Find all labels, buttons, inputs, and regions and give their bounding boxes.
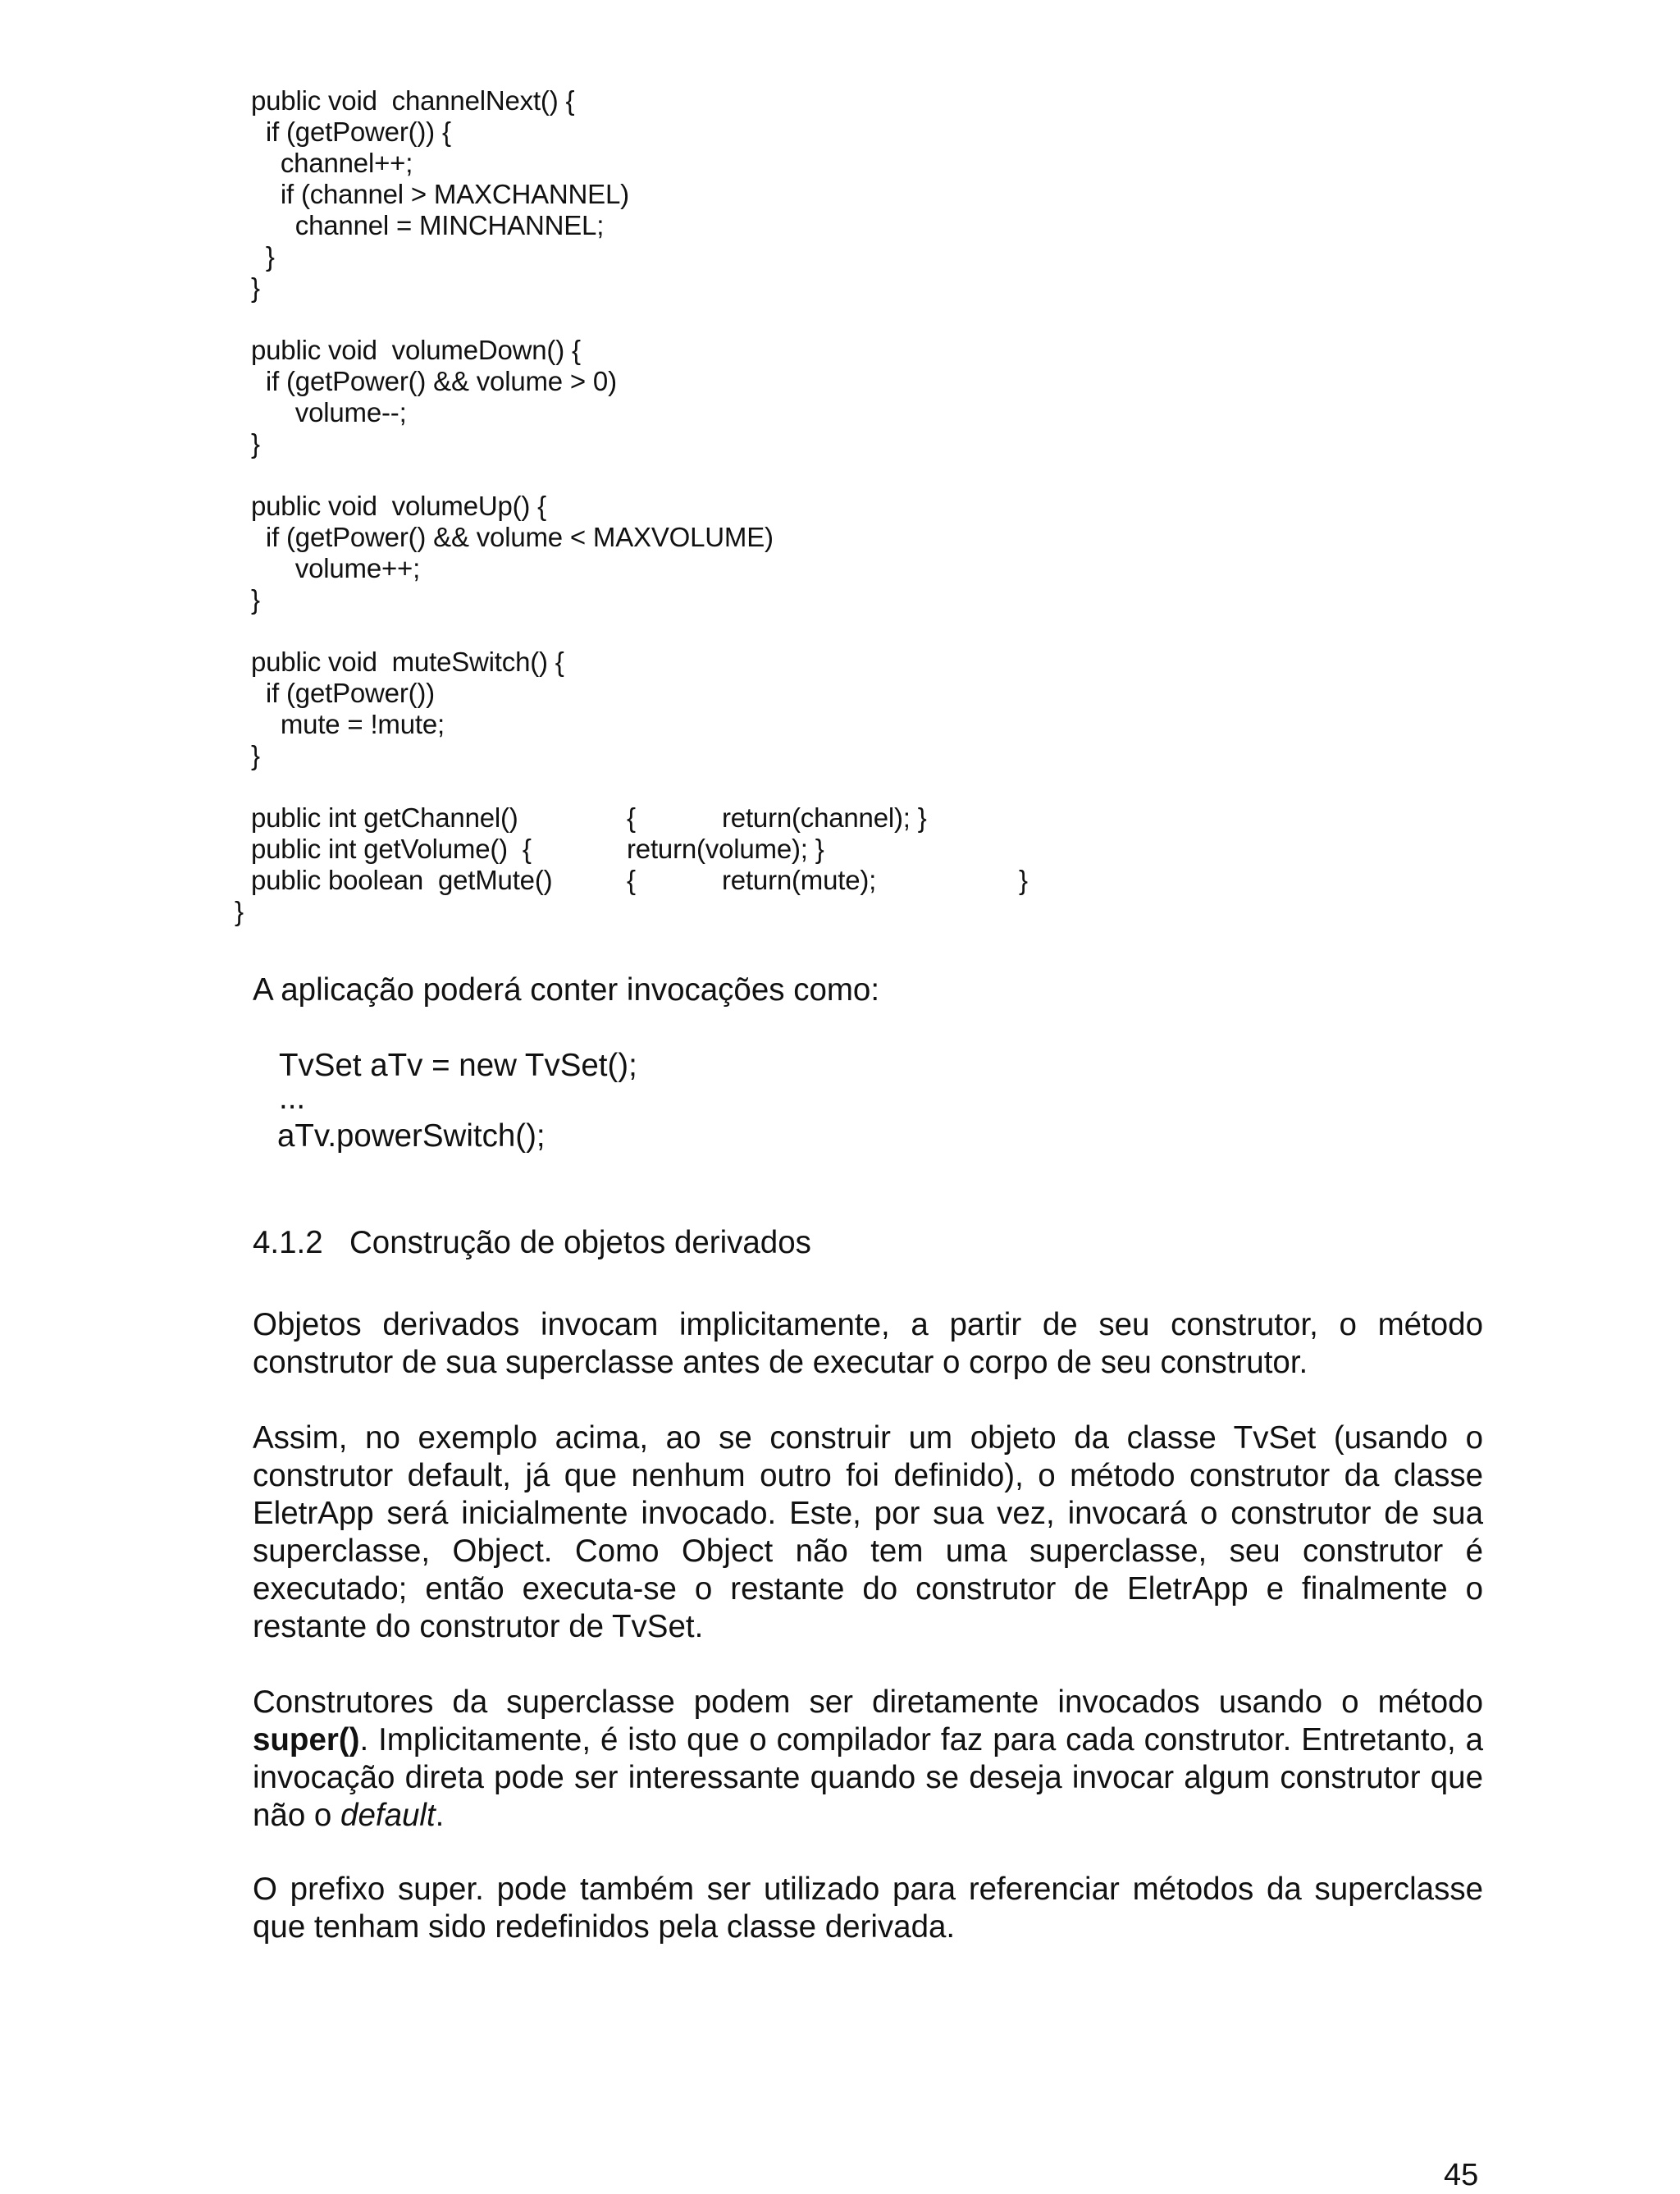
paragraph [253,1684,1483,1835]
code-line: } [251,740,260,770]
code-line: if (getPower() && volume < MAXVOLUME) [251,522,774,552]
code-line: public void volumeUp() { [251,491,546,521]
getter-body: return(channel); } [722,802,927,833]
example-line: TvSet aTv = new TvSet(); [279,1048,637,1083]
paragraph-text: . [435,1798,445,1833]
page-number: 45 [1444,2158,1479,2192]
code-line: channel = MINCHANNEL; [251,210,605,240]
code-line: if (getPower()) { [251,117,451,147]
code-line: public void channelNext() { [251,85,575,116]
code-line: } [251,241,275,272]
code-line: channel++; [251,148,413,178]
getter-signature: public int getVolume() { [251,834,532,864]
class-close-brace: } [235,896,244,926]
code-line: if (channel > MAXCHANNEL) [251,179,629,209]
getter-brace: { [627,802,636,833]
example-line: ... [279,1081,306,1116]
getter-close: } [1019,865,1028,895]
code-line: if (getPower() && volume > 0) [251,366,617,396]
getter-signature: public boolean getMute() [251,865,553,895]
getter-brace: { [627,865,636,895]
getter-body: return(mute); [722,865,877,895]
getter-signature: public int getChannel() [251,802,518,833]
code-line: volume++; [251,553,421,583]
getter-body: return(volume); } [627,834,824,864]
section-heading [253,1224,811,1262]
code-line: } [251,584,260,615]
default-term: default [340,1798,436,1833]
code-line: } [251,272,260,303]
code-line: if (getPower()) [251,678,435,708]
code-line: public void volumeDown() { [251,335,581,365]
paragraph: Assim, no exemplo acima, ao se construir um objeto da classe TvSet (usando o construtor default, já que nenhum outro foi definido), o método construtor da classe EletrApp será inicialmente invocado. Este, por sua vez, invocará o construtor de sua superclasse, Object. Como Object não tem uma superclasse, seu construtor é executado; então executa-se o restante do construtor de EletrApp e finalmente o restante do construtor de TvSet. [253,1420,1483,1644]
intro-text: A aplicação poderá conter invocações como: [253,972,880,1008]
super-keyword: super() [253,1722,360,1757]
paragraph: Objetos derivados invocam implicitamente, a partir de seu construtor, o método construtor de sua superclasse antes de executar o corpo de seu construtor. [253,1307,1483,1380]
paragraph-text: Construtores da superclasse podem ser diretamente invocados usando o método [253,1684,1483,1720]
section-number: 4.1.2 [253,1225,323,1260]
code-line: } [251,428,260,459]
code-line: volume--; [251,397,407,427]
paragraph: O prefixo super. pode também ser utilizado para referenciar métodos da superclasse que tenham sido redefinidos pela classe derivada. [253,1872,1483,1945]
example-line: aTv.powerSwitch(); [277,1118,546,1154]
code-line: mute = !mute; [251,709,445,739]
paragraph-text: . Implicitamente, é isto que o compilador faz para cada construtor. Entretanto, a invocação direta pode ser interessante quando se deseja invocar algum construtor que não o [253,1722,1483,1833]
code-line: public void muteSwitch() { [251,647,564,677]
section-title: Construção de objetos derivados [349,1225,811,1260]
